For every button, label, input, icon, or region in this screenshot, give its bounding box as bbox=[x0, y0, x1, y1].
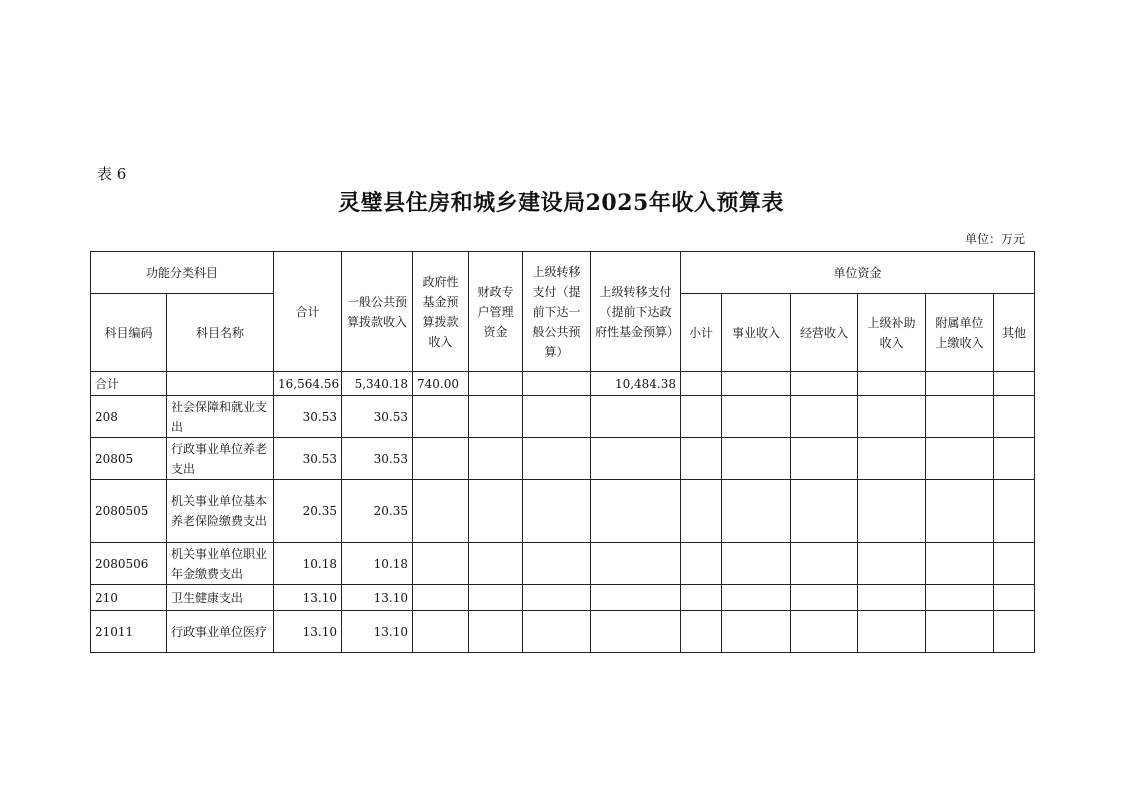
row-code: 21011 bbox=[91, 611, 167, 653]
header-general: 一般公共预算拨款收入 bbox=[342, 252, 413, 372]
header-upper-subsidy: 上级补助收入 bbox=[858, 294, 926, 372]
row-name: 社会保障和就业支出 bbox=[167, 396, 274, 438]
header-total: 合计 bbox=[274, 252, 342, 372]
row-general: 30.53 bbox=[342, 438, 413, 480]
row-total: 13.10 bbox=[274, 611, 342, 653]
row-general: 13.10 bbox=[342, 611, 413, 653]
table-row bbox=[91, 543, 1035, 585]
total-gov-fund: 740.00 bbox=[413, 372, 469, 396]
header-affiliated: 附属单位上缴收入 bbox=[926, 294, 994, 372]
table-row bbox=[91, 438, 1035, 480]
header-fiscal-account: 财政专户管理资金 bbox=[469, 252, 523, 372]
row-name: 机关事业单位基本养老保险缴费支出 bbox=[167, 480, 274, 543]
unit-label: 单位：万元 bbox=[964, 232, 1025, 246]
header-subtotal: 小计 bbox=[681, 294, 722, 372]
row-total: 30.53 bbox=[274, 396, 342, 438]
header-business-income: 事业收入 bbox=[722, 294, 791, 372]
header-other: 其他 bbox=[994, 294, 1035, 372]
total-label: 合计 bbox=[91, 372, 167, 396]
row-total: 13.10 bbox=[274, 585, 342, 611]
total-general: 5,340.18 bbox=[342, 372, 413, 396]
total-row bbox=[91, 372, 1035, 396]
table-number-label: 表 6 bbox=[97, 165, 127, 183]
header-func-class: 功能分类科目 bbox=[91, 252, 274, 294]
header-operating-income: 经营收入 bbox=[791, 294, 858, 372]
header-code: 科目编码 bbox=[91, 294, 167, 372]
row-code: 2080505 bbox=[91, 480, 167, 543]
income-budget-table bbox=[90, 251, 1035, 653]
header-upper-fund: 上级转移支付（提前下达政府性基金预算） bbox=[591, 252, 681, 372]
header-gov-fund: 政府性基金预算拨款收入 bbox=[413, 252, 469, 372]
header-unit-funds: 单位资金 bbox=[681, 252, 1035, 294]
row-name: 卫生健康支出 bbox=[167, 585, 274, 611]
row-name: 行政事业单位医疗 bbox=[167, 611, 274, 653]
table-row bbox=[91, 396, 1035, 438]
row-total: 30.53 bbox=[274, 438, 342, 480]
total-upper-fund: 10,484.38 bbox=[591, 372, 681, 396]
header-row-1 bbox=[91, 252, 1035, 294]
row-name: 行政事业单位养老支出 bbox=[167, 438, 274, 480]
table-row bbox=[91, 611, 1035, 653]
total-total: 16,564.56 bbox=[274, 372, 342, 396]
row-general: 10.18 bbox=[342, 543, 413, 585]
table-row bbox=[91, 480, 1035, 543]
row-code: 20805 bbox=[91, 438, 167, 480]
header-upper-general: 上级转移支付（提前下达一般公共预算） bbox=[523, 252, 591, 372]
row-general: 30.53 bbox=[342, 396, 413, 438]
row-total: 10.18 bbox=[274, 543, 342, 585]
table-row bbox=[91, 585, 1035, 611]
row-code: 2080506 bbox=[91, 543, 167, 585]
document-title: 灵璧县住房和城乡建设局2025年收入预算表 bbox=[338, 190, 784, 216]
row-general: 20.35 bbox=[342, 480, 413, 543]
row-code: 210 bbox=[91, 585, 167, 611]
row-name: 机关事业单位职业年金缴费支出 bbox=[167, 543, 274, 585]
row-general: 13.10 bbox=[342, 585, 413, 611]
row-code: 208 bbox=[91, 396, 167, 438]
row-total: 20.35 bbox=[274, 480, 342, 543]
header-name: 科目名称 bbox=[167, 294, 274, 372]
